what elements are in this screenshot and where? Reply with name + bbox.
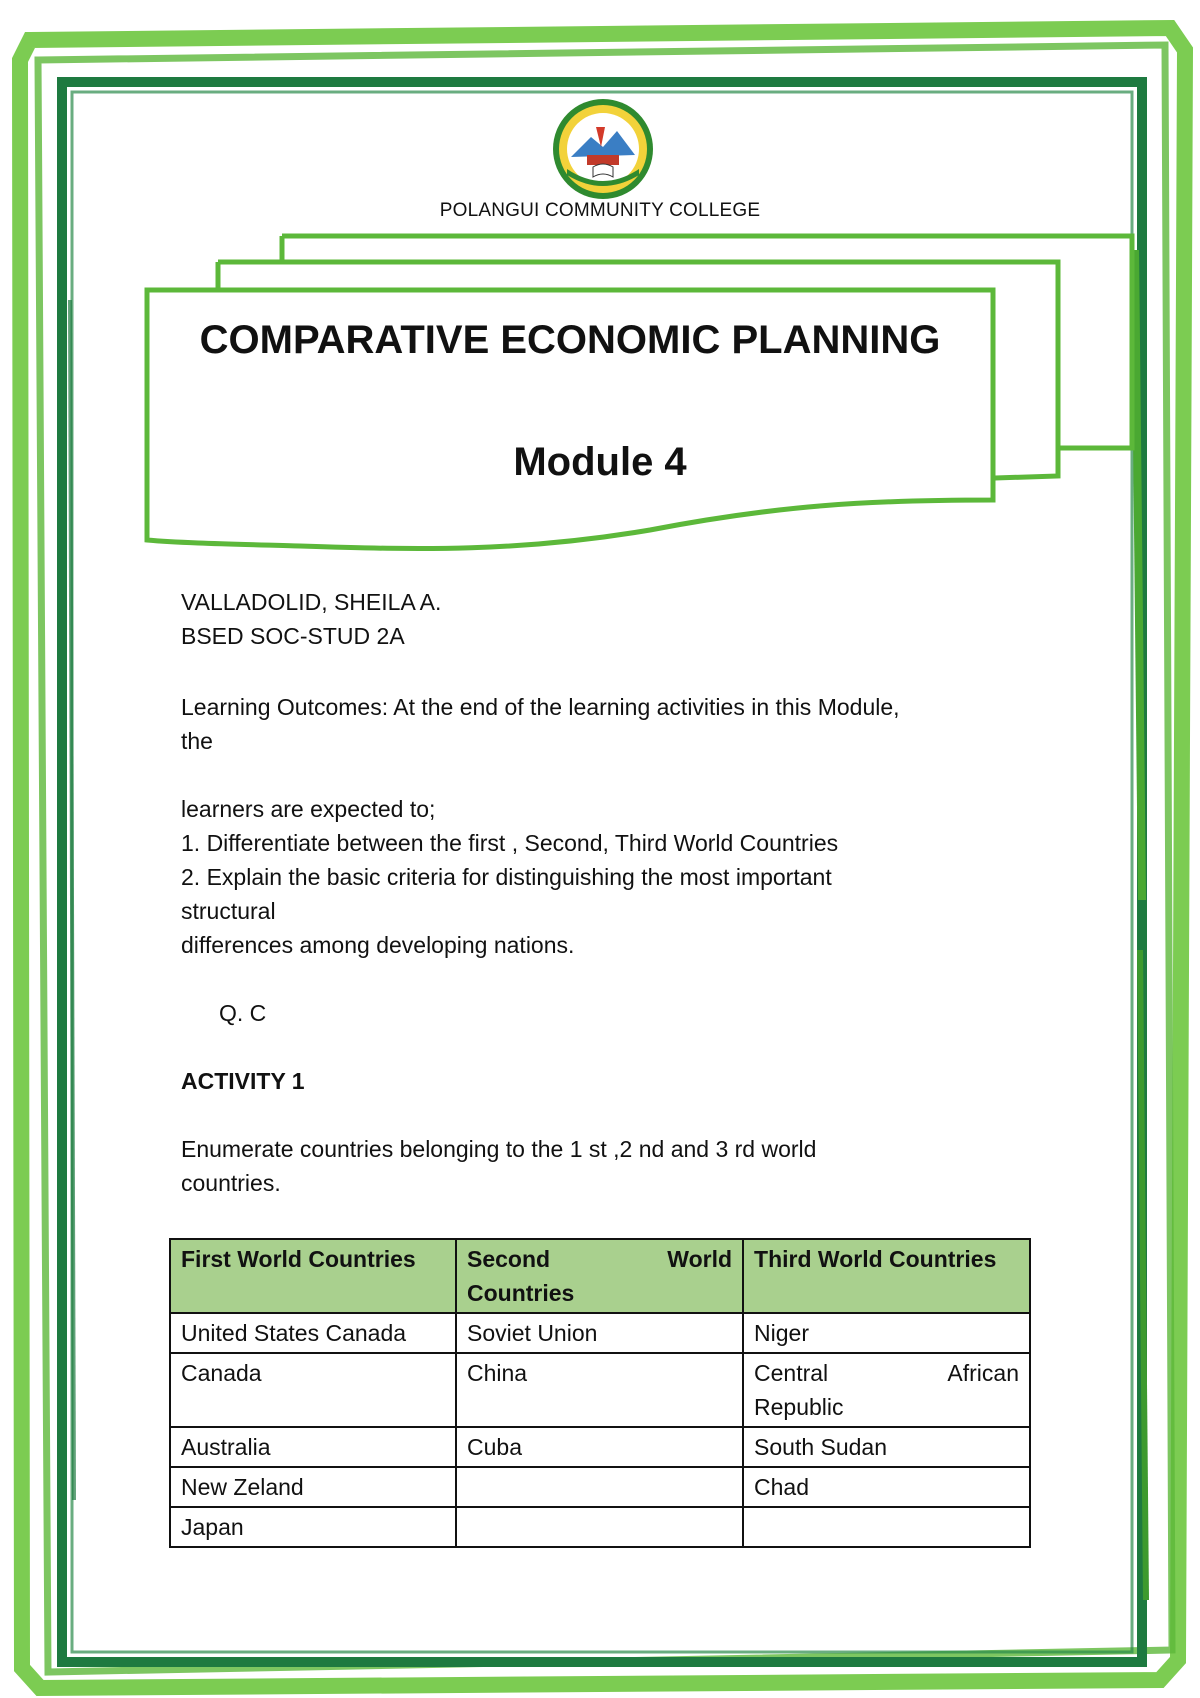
cell-third-world: Chad	[743, 1467, 1030, 1507]
cell-third-world: Niger	[743, 1313, 1030, 1353]
student-course: BSED SOC-STUD 2A	[181, 623, 405, 649]
table-row	[170, 1467, 1030, 1507]
blank-line	[181, 962, 1041, 996]
learning-outcomes-intro: Learning Outcomes: At the end of the learning activities in this Module,	[181, 694, 900, 720]
college-name: POLANGUI COMMUNITY COLLEGE	[439, 200, 761, 221]
header-first-world: First World Countries	[170, 1239, 456, 1313]
cell-third-world: South Sudan	[743, 1427, 1030, 1467]
table-row	[170, 1507, 1030, 1547]
cell-first-world: Canada	[170, 1353, 456, 1427]
outcome-item-1: 1. Differentiate between the first , Second, Third World Countries	[181, 830, 839, 856]
header-second-world: Second World Countries	[456, 1239, 743, 1313]
table-row	[170, 1353, 1030, 1427]
learning-outcomes-lead: learners are expected to;	[181, 796, 436, 822]
cell-first-world: New Zeland	[170, 1467, 456, 1507]
cell-third-world: Central African Republic	[743, 1353, 1030, 1427]
document-title: COMPARATIVE ECONOMIC PLANNING	[199, 318, 941, 362]
cell-second-world: Soviet Union	[456, 1313, 743, 1353]
learning-outcomes	[181, 690, 1041, 1200]
activity-heading: ACTIVITY 1	[181, 1068, 305, 1094]
outcome-item-2-cont2: differences among developing nations.	[181, 932, 575, 958]
student-name: VALLADOLID, SHEILA A.	[181, 589, 442, 615]
cell-first-world: Australia	[170, 1427, 456, 1467]
activity-instruction: Enumerate countries belonging to the 1 st ,2 nd and 3 rd world	[181, 1136, 817, 1162]
table-row	[170, 1313, 1030, 1353]
blank-line	[181, 758, 1041, 792]
cell-first-world: Japan	[170, 1507, 456, 1547]
learning-outcomes-intro-cont: the	[181, 728, 213, 754]
cell-second-world	[456, 1467, 743, 1507]
blank-line	[181, 1098, 1041, 1132]
world-countries-table	[169, 1238, 1031, 1548]
cell-second-world: Cuba	[456, 1427, 743, 1467]
table-header-row	[170, 1239, 1030, 1313]
outcome-item-2: 2. Explain the basic criteria for distinguishing the most important	[181, 864, 832, 890]
student-info	[181, 585, 1041, 653]
cell-second-world: China	[456, 1353, 743, 1427]
cell-first-world: United States Canada	[170, 1313, 456, 1353]
college-seal-logo	[551, 97, 655, 201]
cell-second-world	[456, 1507, 743, 1547]
activity-instruction-cont: countries.	[181, 1170, 281, 1196]
module-number: Module 4	[513, 440, 687, 484]
blank-line	[181, 1030, 1041, 1064]
table-row	[170, 1427, 1030, 1467]
header-third-world: Third World Countries	[743, 1239, 1030, 1313]
qc-label: Q. C	[219, 1000, 267, 1026]
cell-third-world	[743, 1507, 1030, 1547]
outcome-item-2-cont: structural	[181, 898, 276, 924]
